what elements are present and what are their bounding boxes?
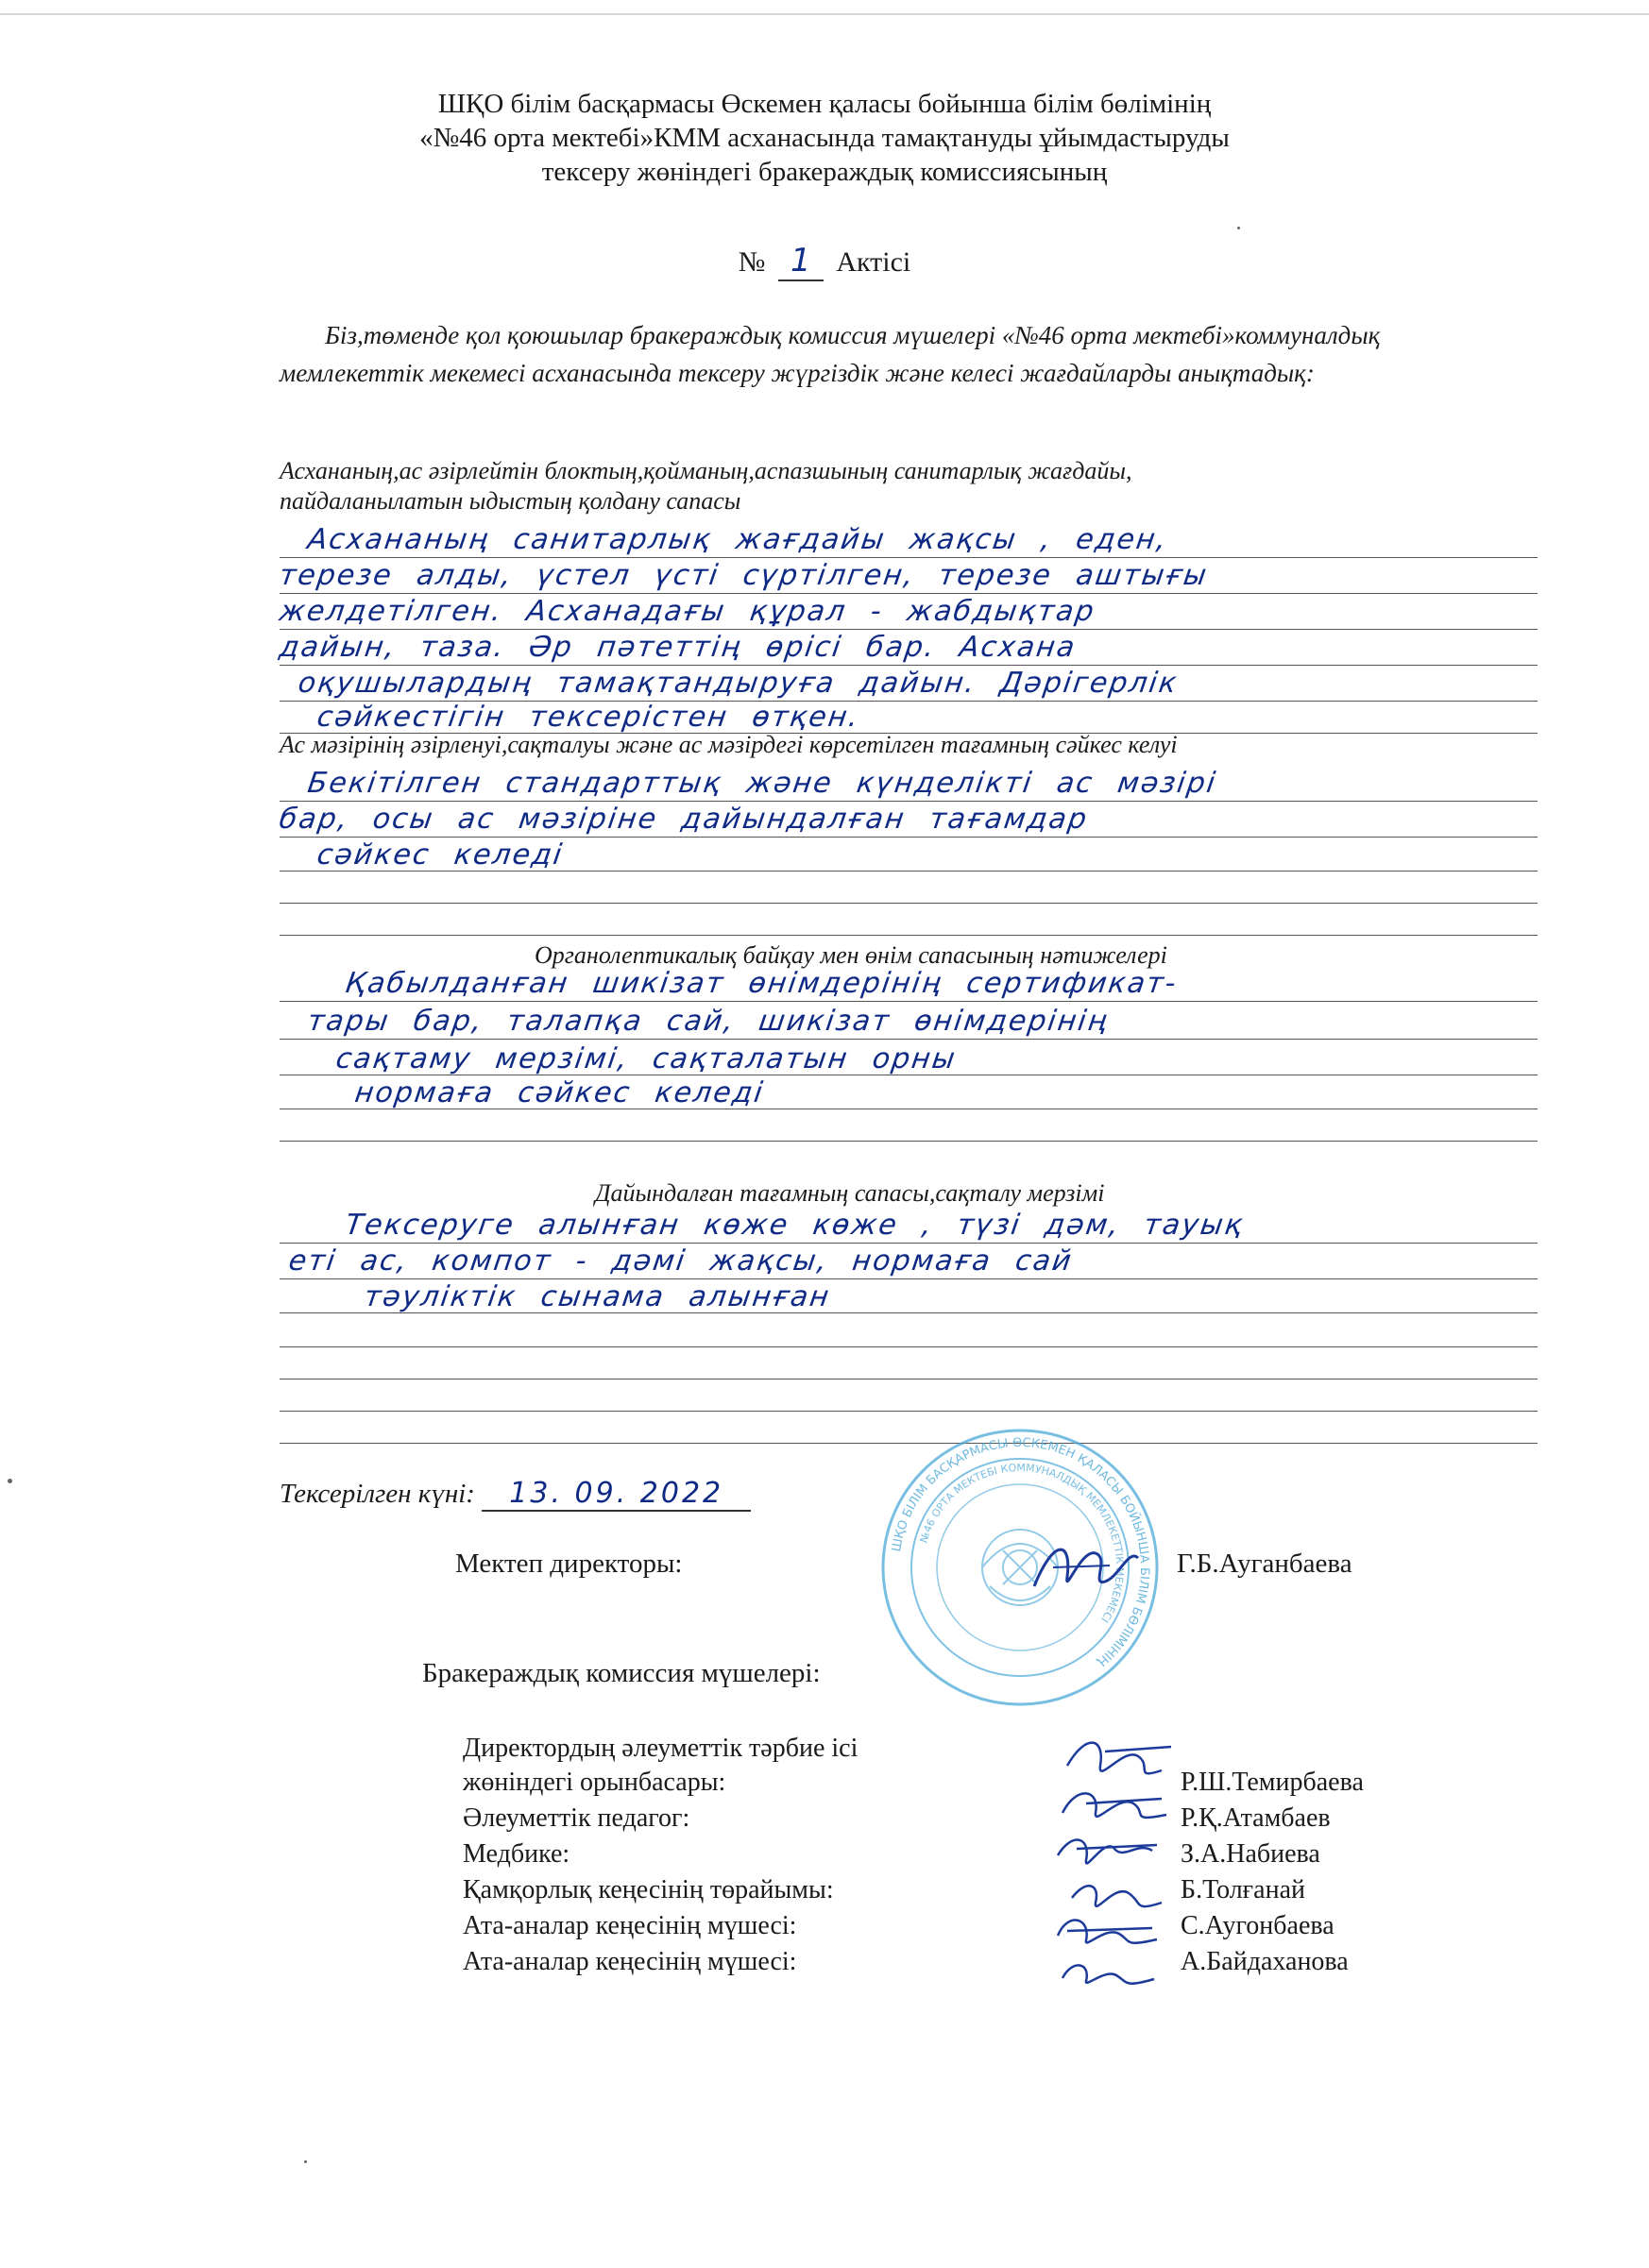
director-label: Мектеп директоры: (455, 1549, 683, 1579)
handwritten-line: Бекітілген стандарттық және күнделікті ас мәзірі (305, 767, 1219, 800)
signature-member-3 (1058, 1840, 1157, 1864)
handwritten-line: сәйкес келеді (314, 838, 566, 872)
member-3-name: З.А.Набиева (1181, 1839, 1320, 1869)
act-number-prefix: № (738, 246, 766, 278)
rule-line (280, 1411, 1538, 1412)
member-5-name: С.Аугонбаева (1181, 1911, 1334, 1940)
scan-edge-line (0, 13, 1649, 15)
scan-speck (8, 1479, 12, 1483)
signature-member-1 (1067, 1743, 1171, 1774)
inspection-date-label: Тексерілген күні: (280, 1479, 475, 1509)
section-1-label-line-2: пайдаланылатын ыдыстың қолдану сапасы (280, 487, 741, 515)
rule-line (280, 903, 1538, 904)
rule-line (280, 1346, 1538, 1347)
handwritten-line: еті ас, компот - дәмі жақсы, нормаға сай (286, 1244, 1076, 1278)
handwritten-line: желдетілген. Асханадағы құрал - жабдықтар (277, 595, 1098, 628)
section-4-label (595, 1178, 1104, 1209)
act-number-handwritten: 1 (778, 242, 824, 281)
signature-member-2 (1062, 1793, 1166, 1818)
intro-paragraph: Біз,төменде қол қоюшылар бракераждық комиссия мүшелері «№46 орта мектебі»коммуналдық мемлекеттік мекемесі асханасында тексеру жүргіздік және келесі жағдайларды анықтадық: (280, 321, 1381, 387)
rule-line (280, 837, 1538, 838)
handwritten-line: Асхананың санитарлық жағдайы жақсы , еден, (305, 523, 1170, 556)
member-2-name: Р.Қ.Атамбаев (1181, 1803, 1331, 1833)
handwritten-line: нормаға сәйкес келеді (352, 1076, 767, 1109)
handwritten-line: сәйкестігін тексерістен өтқен. (314, 701, 862, 734)
section-3-label-line-1: Органолептикалық байқау мен өнім сапасының нәтижелері (535, 941, 1167, 969)
section-3-ruled-area (280, 963, 1538, 1142)
rule-line (280, 1039, 1538, 1040)
section-4-label-line-1: Дайындалған тағамның сапасы,сақталу мерзімі (595, 1179, 1105, 1207)
rule-line (280, 935, 1538, 936)
handwritten-line: сақтаму мерзімі, сақталатын орны (333, 1042, 960, 1075)
member-1-role (463, 1732, 858, 1800)
act-title: Актісі (836, 246, 911, 278)
handwritten-line: Қабылданған шикізат өнімдерінің сертификат- (343, 967, 1180, 1000)
rule-line (280, 629, 1538, 630)
handwritten-line: Тексеруге алынған көже көже , түзі дәм, тауық (343, 1209, 1247, 1242)
member-signatures (1048, 1728, 1190, 1992)
rule-line (280, 665, 1538, 666)
rule-line (280, 1243, 1538, 1244)
header-line-2: «№46 орта мектебі»КММ асханасында тамақтануды ұйымдастыруды (419, 123, 1230, 153)
handwritten-line: дайын, таза. Әр пәтеттің өрісі бар. Асхана (277, 631, 1079, 664)
handwritten-line: оқушылардың тамақтандыруға дайын. Дәрігерлік (296, 667, 1181, 700)
member-6-role: Ата-аналар кеңесінің мүшесі: (463, 1947, 797, 1976)
signature-member-5 (1058, 1921, 1157, 1943)
member-role-line: жөніндегі орынбасары: (463, 1768, 726, 1797)
member-2-role: Әлеуметтік педагог: (463, 1803, 690, 1833)
act-number-line (0, 242, 1649, 281)
section-2-label (280, 730, 1178, 760)
member-5-role: Ата-аналар кеңесінің мүшесі: (463, 1911, 797, 1940)
members-heading: Бракераждық комиссия мүшелері: (422, 1658, 821, 1688)
member-1-name: Р.Ш.Темирбаева (1181, 1768, 1364, 1797)
scan-speck (1237, 227, 1240, 229)
rule-line (280, 1278, 1538, 1279)
inspection-date-row (280, 1477, 751, 1512)
handwritten-line: тәуліктік сынама алынған (362, 1280, 833, 1313)
member-role-line: Директордың әлеуметтік тәрбие ісі (463, 1734, 858, 1763)
rule-line (280, 1001, 1538, 1002)
handwritten-line: терезе алды, үстел үсті сүртілген, терезе аштығы (277, 559, 1211, 592)
rule-line (280, 801, 1538, 802)
member-3-role: Медбике: (463, 1839, 570, 1869)
section-2-ruled-area (277, 765, 1538, 935)
signature-member-4 (1072, 1886, 1162, 1906)
member-4-role: Қамқорлық кеңесінің төрайымы: (463, 1875, 834, 1904)
document-header (0, 87, 1649, 189)
section-2-label-line-1: Ас мәзірінің әзірленуі,сақталуы және ас мәзірдегі көрсетілген тағамның сәйкес келуі (280, 731, 1178, 758)
stamp-inner-text: №46 ОРТА МЕКТЕБІ КОММУНАЛДЫҚ МЕМЛЕКЕТТІК МЕКЕМЕСІ (917, 1461, 1127, 1625)
scan-speck (304, 2160, 307, 2163)
handwritten-line: бар, осы ас мәзіріне дайындалған тағамдар (277, 803, 1091, 836)
member-4-name: Б.Толғанай (1181, 1875, 1305, 1904)
signature-member-6 (1062, 1965, 1154, 1983)
rule-line (280, 593, 1538, 594)
section-1-label (280, 456, 1131, 516)
inspection-date-value: 13. 09. 2022 (482, 1477, 751, 1512)
section-1-label-line-1: Асхананың,ас әзірлейтін блоктың,қойманың,аспазшының санитарлық жағдайы, (280, 457, 1132, 484)
rule-line (280, 1141, 1538, 1142)
header-line-3: тексеру жөніндегі бракераждық комиссиясының (541, 157, 1108, 187)
stamp-outer-text: ШҚО БІЛІМ БАСҚАРМАСЫ ӨСКЕМЕН ҚАЛАСЫ БОЙЫНША БІЛІМ БӨЛІМІНІҢ (890, 1435, 1152, 1669)
section-4-ruled-area (280, 1207, 1538, 1448)
rule-line (280, 557, 1538, 558)
member-6-name: А.Байдаханова (1181, 1947, 1349, 1976)
section-1-ruled-area (277, 521, 1538, 735)
header-line-1: ШҚО білім басқармасы Өскемен қаласы бойынша білім бөлімінің (437, 89, 1212, 119)
director-signature (1025, 1530, 1148, 1605)
director-name: Г.Б.Ауганбаева (1177, 1549, 1352, 1579)
handwritten-line: тары бар, талапқа сай, шикізат өнімдерінің (305, 1005, 1112, 1038)
